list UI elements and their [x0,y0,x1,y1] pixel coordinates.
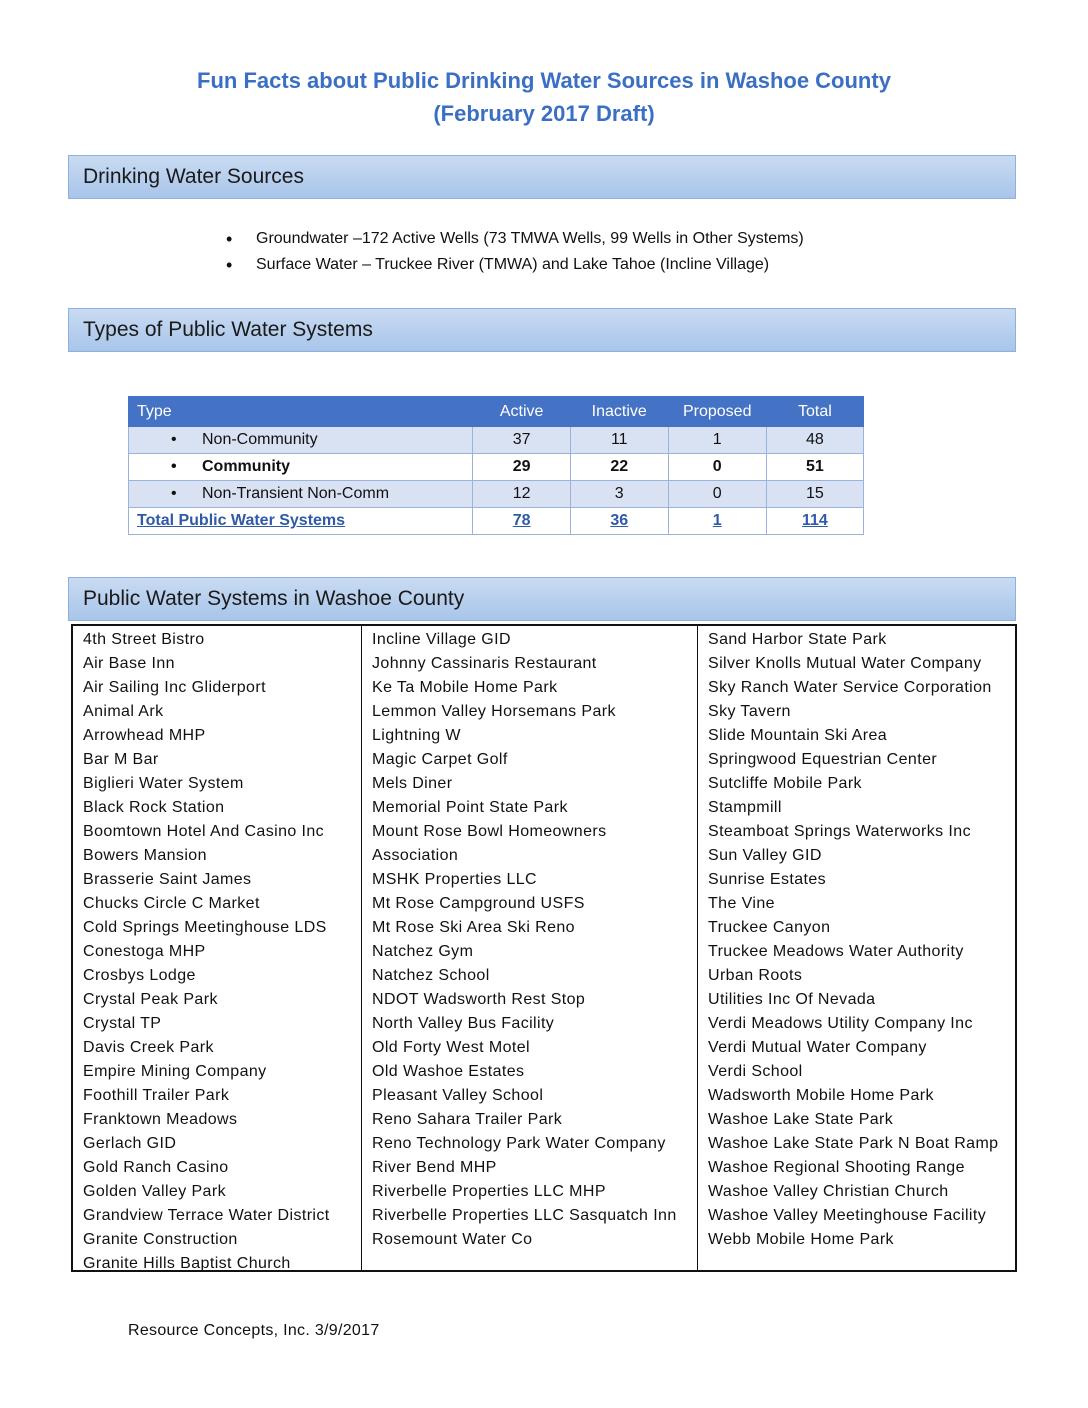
section-header-systems: Public Water Systems in Washoe County [68,577,1016,621]
list-item: Urban Roots [708,967,803,984]
list-item: Golden Valley Park [83,1183,226,1200]
list-item: Reno Technology Park Water Company [372,1135,666,1152]
list-item: Verdi School [708,1063,803,1080]
list-item: Conestoga MHP [83,943,206,960]
total-label-link[interactable]: Total Public Water Systems [129,508,473,535]
list-item: Gerlach GID [83,1135,177,1152]
table-total-row [129,508,864,535]
list-item: MSHK Properties LLC [372,871,537,888]
row-inactive: 11 [570,427,668,454]
list-item: Black Rock Station [83,799,225,816]
list-item: Johnny Cassinaris Restaurant [372,655,597,672]
section-header-sources: Drinking Water Sources [68,155,1016,199]
list-item: Mels Diner [372,775,453,792]
column-header: Type [129,397,473,427]
list-item: Sky Tavern [708,703,791,720]
list-item: North Valley Bus Facility [372,1015,555,1032]
list-item: Magic Carpet Golf [372,751,508,768]
list-item: Mount Rose Bowl Homeowners [372,823,607,840]
list-item: Animal Ark [83,703,164,720]
row-active: 12 [473,481,570,508]
row-active: 29 [473,454,570,481]
list-item: NDOT Wadsworth Rest Stop [372,991,586,1008]
list-item: Steamboat Springs Waterworks Inc [708,823,971,840]
list-item: Rosemount Water Co [372,1231,533,1248]
list-item: Franktown Meadows [83,1111,238,1128]
list-item: 4th Street Bistro [83,631,205,648]
list-item: Washoe Lake State Park [708,1111,894,1128]
list-item: Springwood Equestrian Center [708,751,938,768]
list-item: Empire Mining Company [83,1063,267,1080]
section-header-types: Types of Public Water Systems [68,308,1016,352]
list-item: • Surface Water – Truckee River (TMWA) and Lake Tahoe (Incline Village) [226,252,804,278]
list-item: Chucks Circle C Market [83,895,260,912]
list-item: Washoe Regional Shooting Range [708,1159,965,1176]
list-item: Verdi Meadows Utility Company Inc [708,1015,973,1032]
list-item: Natchez Gym [372,943,474,960]
list-item: The Vine [708,895,775,912]
row-inactive: 22 [570,454,668,481]
list-item: Bar M Bar [83,751,159,768]
sources-list [226,226,804,278]
list-item: Mt Rose Ski Area Ski Reno [372,919,575,936]
list-item: Webb Mobile Home Park [708,1231,894,1248]
list-item: Old Washoe Estates [372,1063,525,1080]
total-proposed-link[interactable]: 1 [668,508,766,535]
list-item: Granite Construction [83,1231,238,1248]
list-item: Silver Knolls Mutual Water Company [708,655,982,672]
list-item: Air Sailing Inc Gliderport [83,679,266,696]
list-item: Washoe Valley Christian Church [708,1183,949,1200]
list-item: Crystal Peak Park [83,991,218,1008]
list-item: Incline Village GID [372,631,511,648]
total-inactive-link[interactable]: 36 [570,508,668,535]
list-item: Reno Sahara Trailer Park [372,1111,563,1128]
list-item: Old Forty West Motel [372,1039,530,1056]
list-item: Foothill Trailer Park [83,1087,230,1104]
row-total: 15 [766,481,863,508]
row-type: • Non-Transient Non-Comm [129,481,473,508]
table-row [129,427,864,454]
column-header: Total [766,397,863,427]
list-item: Sunrise Estates [708,871,827,888]
row-inactive: 3 [570,481,668,508]
column-header: Inactive [570,397,668,427]
total-active-link[interactable]: 78 [473,508,570,535]
systems-column-3 [698,626,1015,1270]
row-proposed: 0 [668,454,766,481]
row-total: 48 [766,427,863,454]
list-item: Gold Ranch Casino [83,1159,229,1176]
table-row [129,481,864,508]
list-item: Biglieri Water System [83,775,244,792]
row-proposed: 0 [668,481,766,508]
list-item: Crosbys Lodge [83,967,196,984]
list-item: • Groundwater –172 Active Wells (73 TMWA Wells, 99 Wells in Other Systems) [226,226,804,252]
row-total: 51 [766,454,863,481]
list-item: Air Base Inn [83,655,175,672]
list-item: Utilities Inc Of Nevada [708,991,876,1008]
list-item: Slide Mountain Ski Area [708,727,888,744]
footer-text: Resource Concepts, Inc. 3/9/2017 [128,1322,380,1339]
list-item: Ke Ta Mobile Home Park [372,679,558,696]
row-active: 37 [473,427,570,454]
list-item: Lemmon Valley Horsemans Park [372,703,616,720]
list-item: Mt Rose Campground USFS [372,895,585,912]
list-item: Wadsworth Mobile Home Park [708,1087,934,1104]
list-item: Lightning W [372,727,461,744]
list-item: Riverbelle Properties LLC Sasquatch Inn [372,1207,677,1224]
list-item: Washoe Lake State Park N Boat Ramp [708,1135,999,1152]
title-line-2: (February 2017 Draft) [433,101,655,126]
list-item: Davis Creek Park [83,1039,214,1056]
types-table [128,396,864,535]
list-item: Riverbelle Properties LLC MHP [372,1183,606,1200]
list-item: River Bend MHP [372,1159,497,1176]
column-header: Proposed [668,397,766,427]
list-item: Verdi Mutual Water Company [708,1039,927,1056]
row-proposed: 1 [668,427,766,454]
list-item: Natchez School [372,967,490,984]
systems-column-1 [73,626,362,1270]
list-item: Truckee Meadows Water Authority [708,943,964,960]
list-item: Truckee Canyon [708,919,831,936]
list-item: Pleasant Valley School [372,1087,544,1104]
list-item: Crystal TP [83,1015,162,1032]
list-item: Sun Valley GID [708,847,822,864]
list-item: Memorial Point State Park [372,799,568,816]
systems-column-2 [362,626,698,1270]
row-type: • Non-Community [129,427,473,454]
list-item: Sky Ranch Water Service Corporation [708,679,992,696]
list-item: Brasserie Saint James [83,871,252,888]
list-item: Stampmill [708,799,782,816]
list-item: Arrowhead MHP [83,727,206,744]
list-item: Bowers Mansion [83,847,207,864]
list-item: Washoe Valley Meetinghouse Facility [708,1207,987,1224]
total-total-link[interactable]: 114 [766,508,863,535]
title-line-1: Fun Facts about Public Drinking Water Sources in Washoe County [197,68,891,93]
row-type: • Community [129,454,473,481]
table-header-row [129,397,864,427]
list-item: Granite Hills Baptist Church [83,1255,291,1272]
column-header: Active [473,397,570,427]
table-row [129,454,864,481]
list-item: Cold Springs Meetinghouse LDS [83,919,327,936]
list-item: Sand Harbor State Park [708,631,887,648]
systems-table [71,624,1017,1272]
list-item: Boomtown Hotel And Casino Inc [83,823,325,840]
list-item: Association [372,847,459,864]
list-item: Grandview Terrace Water District [83,1207,330,1224]
document-title [0,64,1088,130]
list-item: Sutcliffe Mobile Park [708,775,862,792]
